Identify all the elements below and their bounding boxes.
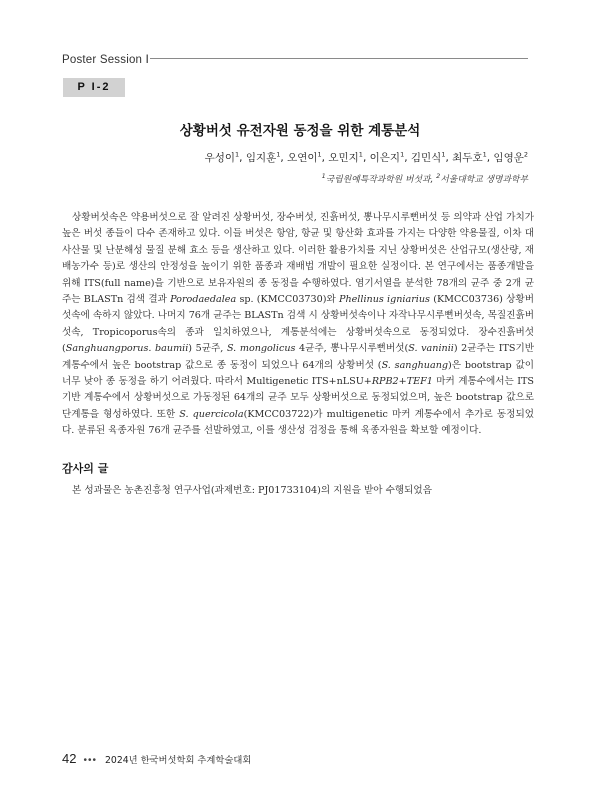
- acknowledgement-heading: 감사의 글: [62, 462, 109, 475]
- author-name: 오민지: [328, 152, 359, 164]
- affiliation-text: 서울대학교 생명과학부: [440, 175, 528, 185]
- author-name: 임지훈: [245, 152, 277, 164]
- abstract-italic-term: S. sanghuang: [381, 359, 449, 371]
- author-affiliation-mark: 1: [482, 150, 487, 159]
- abstract-italic-term: S. quercicola: [179, 408, 244, 420]
- author-name: 김민식: [410, 152, 442, 164]
- author-affiliation-mark: 1: [400, 150, 405, 159]
- abstract-italic-term: Sanghuangporus. baumii: [65, 343, 189, 355]
- page-footer: [62, 751, 251, 766]
- footer-dots: •••: [83, 755, 97, 766]
- abstract-paragraph: [62, 210, 534, 440]
- session-label: Poster Session Ⅰ: [62, 54, 150, 66]
- abstract-italic-term: TEF1: [406, 376, 433, 388]
- author-name: 오연이: [287, 152, 318, 164]
- paper-title: 상황버섯 유전자원 동정을 위한 계통분석: [179, 123, 421, 139]
- conference-name: 2024년 한국버섯학회 추계학술대회: [104, 755, 252, 766]
- abstract-italic-term: Phellinus igniarius: [339, 294, 430, 306]
- abstract-text-segment: 4균주, 뽕나무시루뻔버섯(: [295, 343, 409, 355]
- poster-code-badge: P I-2: [63, 78, 125, 97]
- abstract-italic-term: RPB2: [371, 376, 399, 388]
- author-name: 이은지: [369, 152, 401, 164]
- author-list: 우성이$^1$, 임지훈$^1$, 오연이$^1$, 오민지$^1$, 이은지$^1$, 김민식$^1$, 최두호$^1$, 임영운$^2$: [204, 150, 528, 164]
- author-name: 임영운: [493, 152, 524, 164]
- page-number: 42: [62, 751, 77, 766]
- abstract-italic-term: S. vaninii: [408, 343, 454, 355]
- author-name: 우성이: [204, 152, 235, 164]
- affiliations: [322, 172, 528, 185]
- header-rule: [150, 58, 528, 59]
- abstract: [62, 210, 534, 440]
- author-affiliation-mark: 2: [523, 150, 528, 159]
- abstract-text-segment: (KMCC03722)가 multigenetic 마커 계통수에서 추가로 동정되었다. 분류된 육종자원 76개 균주를 선발하였고, 이를 생산성 검정을 통해 육종자원을 확보할 예정이다.: [62, 408, 534, 437]
- abstract-italic-term: S. mongolicus: [226, 343, 296, 355]
- abstract-text-segment: sp. (KMCC03730)와: [236, 294, 339, 306]
- abstract-text-segment: ) 2균주는 ITS기반 계통수에서 높은 bootstrap 값으로 종 동정이 되었으나 64개의 상황버섯 (: [62, 343, 534, 371]
- author-name: 최두호: [452, 152, 483, 164]
- affiliation-mark: 1: [321, 172, 326, 181]
- author-affiliation-mark: 1: [276, 150, 281, 159]
- author-affiliation-mark: 1: [358, 150, 363, 159]
- author-affiliation-mark: 1: [317, 150, 322, 159]
- affiliation-mark: 2: [436, 172, 441, 181]
- acknowledgement-text: 본 성과물은 농촌진흥청 연구사업(과제번호: PJ01733104)의 지원을 받아 수행되었음: [72, 485, 432, 496]
- author-affiliation-mark: 1: [235, 150, 240, 159]
- author-affiliation-mark: 1: [441, 150, 446, 159]
- abstract-italic-term: Porodaedalea: [170, 294, 237, 306]
- abstract-text-segment: +: [398, 376, 407, 388]
- abstract-text-segment: )은 bootstrap 값이 너무 낮아 종 동정을 하기 어려웠다. 따라서 Multigenetic ITS+nLSU+: [62, 359, 534, 388]
- abstract-text-segment: 마커 계통수에서는 ITS 기반 계통수에서 상황버섯으로 가동정된 64개의 균주 모두 상황버섯으로 동정되었으며, 높은 bootstrap 값으로 단계통을 형성하였다. 또한: [62, 376, 534, 420]
- abstract-text-segment: ) 5균주,: [188, 343, 227, 355]
- abstract-text-segment: 상황버섯속은 약용버섯으로 잘 알려진 상황버섯, 장수버섯, 진흙버섯, 뽕나무시루뻔버섯 등 의약과 산업 가치가 높은 버섯 종들이 다수 존재하고 있다. 이들 버섯은 항암, 항균 및 항산화 효과를 가지는 다양한 약용물질, 이차 대사산물 및 난분해성 물질 분해 효소 등을 생산하고 있다. 이러한 활용가치를 지닌 상황버섯은 산업규모(생산량, 재배농가수 등)로 생산의 안정성을 높이기 위한 품종과 재배법 개발이 필요한 실정이다. 본 연구에서는 품종개발을 위해 ITS(full name)을 기반으로 보유자원의 종 동정을 수행하였다. 염기서열을 분석한 78개의 균주 중 2개 균주는 BLASTn 검색 결과: [62, 212, 534, 306]
- affiliation-text: 국립원예특작과학원 버섯과,: [325, 175, 434, 185]
- abstract-text-segment: (KMCC03736) 상황버섯속에 속하지 않았다. 나머지 76개 균주는 BLASTn 검색 시 상황버섯속이나 자작나무시루뻔버섯속, 목질진흙버섯속, Tropicoporus속의 종과 일치하였으나, 계통분석에는 상황버섯속으로 동정되었다. 장수진흙버섯(: [62, 294, 534, 355]
